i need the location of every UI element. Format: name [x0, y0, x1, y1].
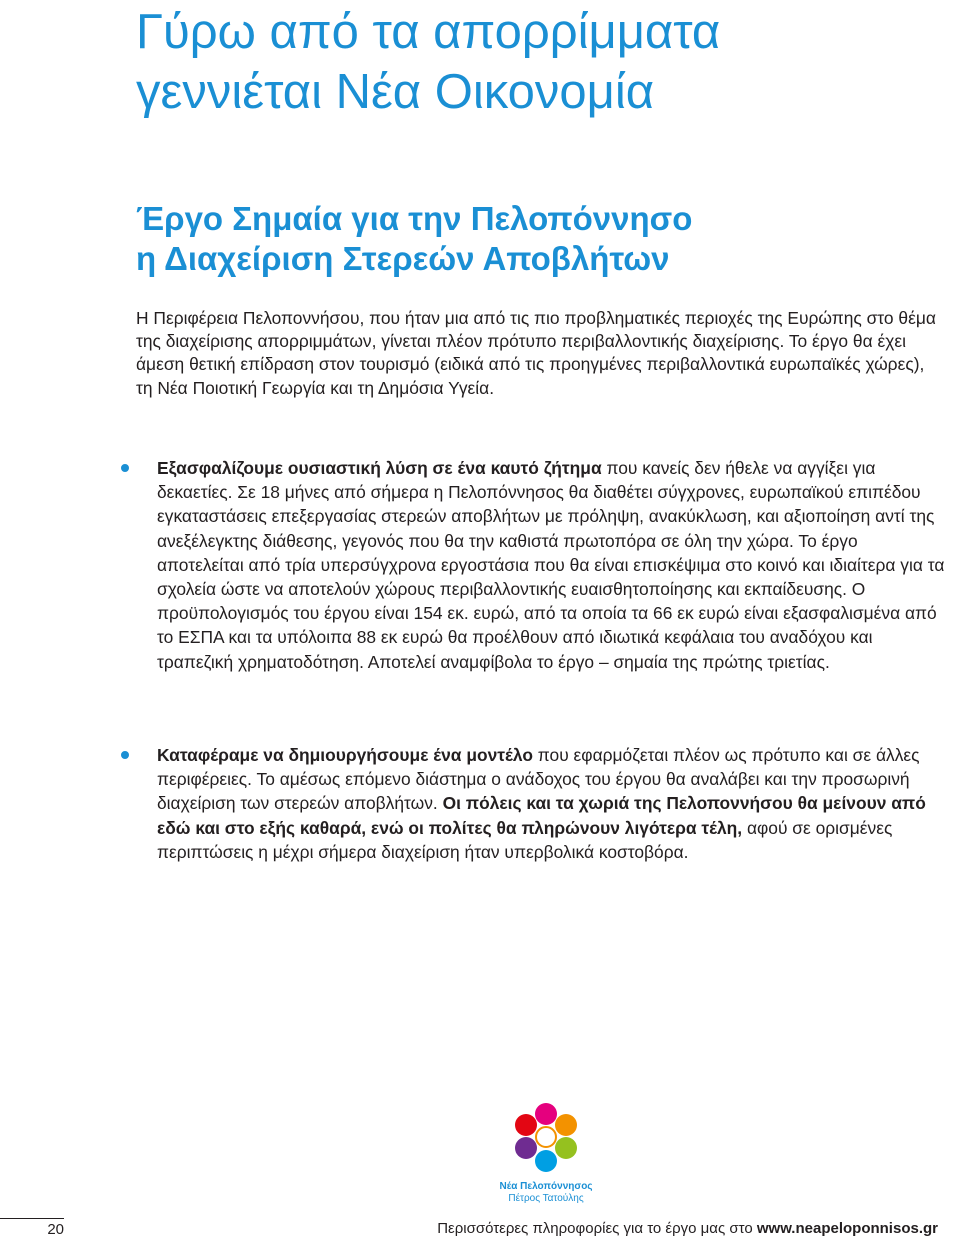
- bullet-2-bold-1: Καταφέραμε να δημιουργήσουμε ένα μοντέλο: [157, 745, 533, 765]
- bullet-icon: [121, 464, 129, 472]
- bullet-icon: [121, 751, 129, 759]
- bullet-2-text-2: αφού σε ορισμένες περιπτώσεις η μέχρι σήμερα διαχείριση ήταν υπερβολικά κοστοβόρα.: [157, 817, 893, 862]
- logo-emblem-icon: [506, 1101, 586, 1179]
- page-title: [136, 2, 946, 122]
- intro-paragraph: Η Περιφέρεια Πελοποννήσου, που ήταν μια από τις πιο προβληματικές περιοχές της Ευρώπης στο θέμα της διαχείρισης απορριμμάτων, γίνεται πλέον πρότυπο περιβαλλοντικής διαχείρισης. Το έργο θα έχει άμεση θετική επίδραση στον τουρισμό (ειδικά από τις προηγμένες περιβαλλοντικά ευρωπαϊκές χώρες), τη Νέα Ποιοτική Γεωργία και τη Δημόσια Υγεία.: [136, 308, 936, 398]
- logo-name: Νέα Πελοπόννησος: [499, 1181, 593, 1192]
- bullet-1-text: που κανείς δεν ήθελε να αγγίξει για δεκαετίες. Σε 18 μήνες από σήμερα η Πελοπόννησος θα διαθέτει σύγχρονες, ευρωπαϊκού επιπέδου εγκαταστάσεις επεξεργασίας στερεών αποβλήτων με πρόληψη, ανακύκλωση, και αξιοποίηση αντί της ανεξέλεγκτης διάθεσης, γεγονός που θα την καθιστά πρωτοπόρα σε όλη την χώρα. Το έργο αποτελείται από τρία υπερσύγχρονα εργοστάσια που θα είναι επισκέψιμα στο κοινό και ιδιαίτερα για τα σχολεία ώστε να αποτελούν χώρους περιβαλλοντικής ευαισθητοποίησης και εκπαίδευσης. Ο προϋπολογισμός του έργου είναι 154 εκ. ευρώ, από τα οποία τα 66 εκ ευρώ είναι εξασφαλισμένα από το ΕΣΠΑ και τα υπόλοιπα 88 εκ ευρώ θα προέλθουν από ιδιωτικά κεφάλαια του αναδόχου και τραπεζική χρηματοδότηση. Αποτελεί αναμφίβολα το έργο – σημαία της πρώτης τριετίας.: [157, 458, 945, 672]
- subtitle-line-2: η Διαχείριση Στερεών Αποβλήτων: [136, 240, 670, 277]
- party-logo: [496, 1101, 596, 1211]
- bullet-1-bold: Εξασφαλίζουμε ουσιαστική λύση σε ένα καυτό ζήτημα: [157, 458, 602, 478]
- section-subtitle: [136, 199, 946, 279]
- bullet-2-text-1: που εφαρμόζεται πλέον ως πρότυπο και σε άλλες περιφέρειες. Το αμέσως επόμενο διάστημα ο ανάδοχος του έργου θα αναλάβει και την προσωρινή διαχείριση των στερεών αποβλήτων.: [157, 745, 920, 814]
- page-number: 20: [0, 1218, 64, 1240]
- subtitle-line-1: Έργο Σημαία για την Πελοπόννησο: [136, 200, 693, 237]
- bullet-item-2: [157, 743, 947, 864]
- bullet-item-1: [157, 456, 947, 674]
- footer-url-link[interactable]: www.neapeloponnisos.gr: [756, 1220, 938, 1237]
- logo-person: Πέτρος Τατούλης: [508, 1193, 584, 1204]
- footer-note: [437, 1219, 938, 1239]
- bullet-2-bold-2: Οι πόλεις και τα χωριά της Πελοποννήσου θα μείνουν από εδώ και στο εξής καθαρά, ενώ οι πολίτες θα πληρώνουν λιγότερα τέλη,: [157, 793, 926, 838]
- title-line-1: Γύρω από τα απορρίμματα: [136, 5, 721, 59]
- footer-text: Περισσότερες πληροφορίες για το έργο μας στο: [437, 1220, 757, 1237]
- title-line-2: γεννιέται Νέα Οικονομία: [136, 65, 655, 119]
